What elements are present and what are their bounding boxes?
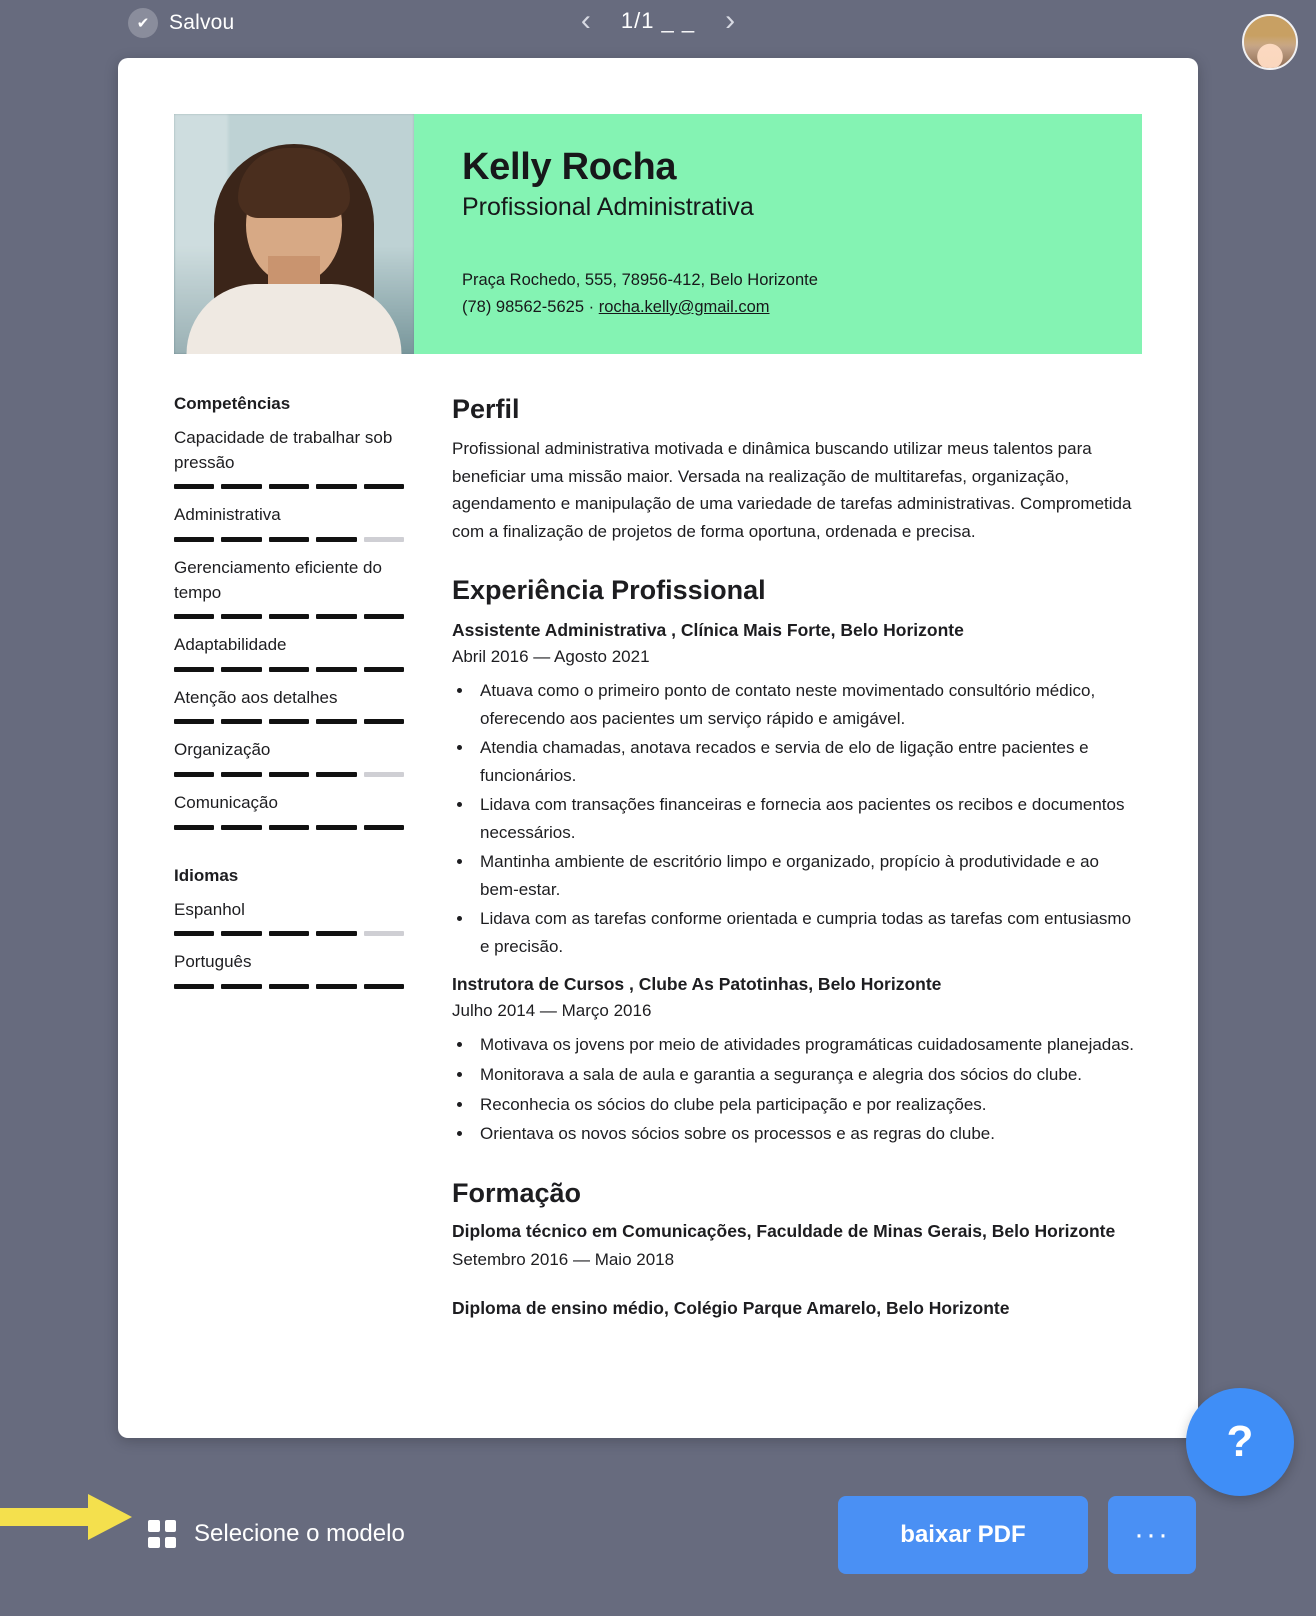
experience-heading: Experiência Profissional [452, 575, 766, 606]
education-title: Diploma de ensino médio, Colégio Parque Amarelo, Belo Horizonte [452, 1297, 1010, 1318]
skill-item [174, 791, 404, 830]
avatar[interactable] [1242, 14, 1298, 70]
experience-title: Instrutora de Cursos , Clube As Patotinhas, Belo Horizonte [452, 974, 942, 995]
list-item: • Monitorava a sala de aula e garantia a segurança e alegria dos sócios do clube. [474, 1061, 1142, 1089]
skill-label: Organização [174, 740, 271, 760]
photo-shoulders [187, 284, 402, 354]
skill-item [174, 686, 404, 725]
education-heading: Formação [452, 1177, 582, 1208]
language-label: Espanhol [174, 899, 245, 919]
skill-label: Capacidade de trabalhar sob pressão [174, 428, 393, 472]
top-bar [0, 0, 1316, 58]
list-item: • Lidava com transações financeiras e fornecia aos pacientes os recibos e documentos necessários. [474, 791, 1142, 846]
candidate-name: Kelly Rocha [462, 146, 677, 188]
list-item: • Atuava como o primeiro ponto de contato neste movimentado consultório médico, oferecendo aos pacientes um serviço rápido e amigável. [474, 677, 1142, 732]
language-rating [174, 931, 404, 936]
experience-date: Julho 2014 — Março 2016 [452, 1001, 652, 1021]
saved-status [128, 8, 234, 38]
skill-item [174, 503, 404, 542]
skill-rating [174, 484, 404, 489]
candidate-role: Profissional Administrativa [462, 193, 754, 221]
profile-photo [174, 114, 414, 354]
select-template-button[interactable] [148, 1520, 405, 1548]
list-item: • Orientava os novos sócios sobre os processos e as regras do clube. [474, 1120, 1142, 1148]
download-pdf-button[interactable]: baixar PDF [838, 1496, 1088, 1574]
education-item [452, 1219, 1142, 1270]
name-band [414, 114, 1142, 354]
list-item: • Reconhecia os sócios do clube pela participação e por realizações. [474, 1091, 1142, 1119]
skill-item [174, 426, 404, 489]
contact-phone: (78) 98562-5625 [462, 297, 585, 316]
education-title: Diploma técnico em Comunicações, Faculdade de Minas Gerais, Belo Horizonte [452, 1220, 1116, 1241]
contact-separator: · [588, 297, 595, 316]
skills-heading: Competências [174, 394, 291, 413]
avatar-image [1244, 16, 1296, 68]
grid-icon [148, 1520, 176, 1548]
skill-item [174, 556, 404, 619]
skill-rating [174, 614, 404, 619]
language-label: Português [174, 952, 252, 972]
more-options-button[interactable]: ··· [1108, 1496, 1196, 1574]
resume-document [118, 58, 1198, 1321]
skill-rating [174, 667, 404, 672]
experience-item [452, 620, 1142, 960]
page-navigator [573, 6, 743, 36]
skill-label: Gerenciamento eficiente do tempo [174, 557, 382, 602]
contact-address: Praça Rochedo, 555, 78956-412, Belo Horizonte [462, 271, 818, 290]
list-item: • Motivava os jovens por meio de atividades programáticas cuidadosamente planejadas. [474, 1031, 1142, 1059]
saved-label: Salvou [169, 11, 235, 34]
experience-item [452, 974, 1142, 1147]
resume-body [174, 354, 1142, 1321]
language-rating [174, 984, 404, 989]
help-button[interactable]: ? [1186, 1388, 1294, 1496]
resume-header [174, 114, 1142, 354]
skill-rating [174, 825, 404, 830]
experience-bullets [474, 1031, 1142, 1147]
contact-block [462, 267, 1142, 354]
skill-rating [174, 719, 404, 724]
experience-date: Abril 2016 — Agosto 2021 [452, 647, 650, 667]
languages-heading: Idiomas [174, 865, 239, 885]
check-circle-icon: ✔ [128, 8, 158, 38]
skill-rating [174, 772, 404, 777]
chevron-left-icon[interactable]: ‹ [580, 4, 591, 37]
skill-rating [174, 537, 404, 542]
language-item [174, 950, 404, 989]
page-counter: 1/1 _ _ [620, 8, 696, 33]
experience-bullets [474, 677, 1142, 960]
resume-preview[interactable] [118, 58, 1198, 1438]
experience-title: Assistente Administrativa , Clínica Mais Forte, Belo Horizonte [452, 620, 964, 641]
skill-label: Comunicação [174, 793, 278, 813]
select-template-label: Selecione o modelo [194, 1520, 405, 1547]
skill-label: Atenção aos detalhes [174, 687, 338, 707]
sidebar-spacer [174, 844, 404, 866]
skill-label: Administrativa [174, 505, 281, 525]
list-item: • Lidava com as tarefas conforme orientada e cumpria todas as tarefas com entusiasmo e precisão. [474, 905, 1142, 960]
hint-arrow-head [88, 1494, 132, 1540]
chevron-right-icon[interactable]: › [725, 4, 736, 37]
skill-item [174, 633, 404, 672]
skill-label: Adaptabilidade [174, 635, 287, 655]
profile-heading: Perfil [452, 394, 520, 424]
language-item [174, 898, 404, 937]
hint-arrow-shaft [0, 1508, 92, 1526]
skill-item [174, 738, 404, 777]
list-item: • Mantinha ambiente de escritório limpo e organizado, propício à produtividade e ao bem-estar. [474, 848, 1142, 903]
list-item: • Atendia chamadas, anotava recados e servia de elo de ligação entre pacientes e funcionários. [474, 734, 1142, 789]
education-item [452, 1296, 1142, 1321]
contact-email[interactable]: rocha.kelly@gmail.com [598, 297, 770, 316]
resume-main [452, 394, 1142, 1321]
profile-text: Profissional administrativa motivada e dinâmica buscando utilizar meus talentos para beneficiar uma missão maior. Versada na realização de multitarefas, organização, agendamento e manipulação de uma variedade de tarefas administrativas. Comprometida com a finalização de projetos de forma oportuna, ordenada e precisa. [452, 439, 1132, 541]
education-date: Setembro 2016 — Maio 2018 [452, 1249, 675, 1269]
hint-arrow-icon [0, 1494, 136, 1540]
resume-sidebar [174, 394, 404, 1321]
